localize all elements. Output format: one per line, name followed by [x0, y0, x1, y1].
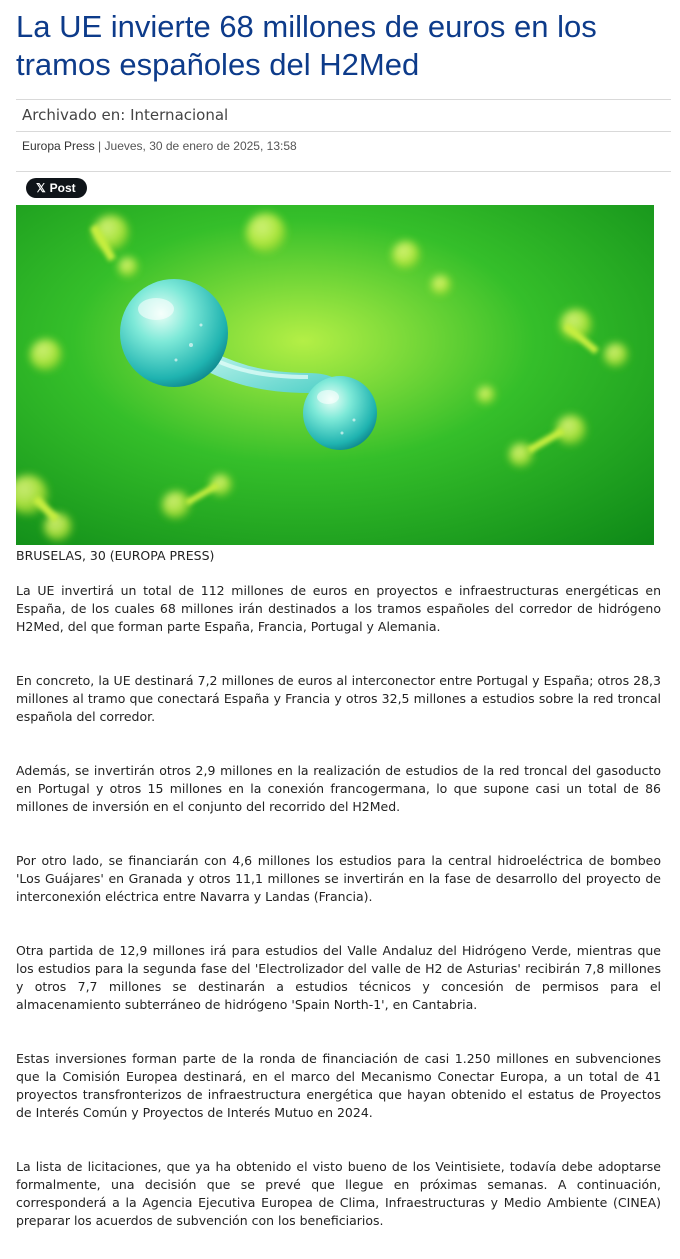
divider	[16, 131, 671, 132]
source-link[interactable]: Europa Press	[22, 139, 95, 153]
x-logo-icon: 𝕏	[36, 181, 46, 195]
byline-separator: |	[98, 139, 102, 153]
paragraph-text: En concreto, la UE destinará 7,2 millones de euros al interconector entre Portugal y España; otros 28,3 millones al tramo que conectará España y Francia y otros 32,5 millones a estudios sobre la red troncal española del corredor.	[16, 673, 661, 724]
x-post-button[interactable]	[26, 178, 87, 198]
article-paragraph	[16, 582, 661, 636]
divider	[16, 99, 671, 100]
publish-date: Jueves, 30 de enero de 2025, 13:58	[104, 139, 297, 153]
paragraph-text: La lista de licitaciones, que ya ha obtenido el visto bueno de los Veintisiete, todavía debe adoptarse formalmente, una decisión que se prevé que llegue en próximas semanas. A continuación, corresponderá a la Agencia Ejecutiva Europea de Clima, Infraestructuras y Medio Ambiente (CINEA) preparar los acuerdos de subvención con los beneficiarios.	[16, 1159, 661, 1228]
x-post-label: Post	[49, 181, 76, 195]
paragraph-text: Otra partida de 12,9 millones irá para estudios del Valle Andaluz del Hidrógeno Verde, mientras que los estudios para la segunda fase del 'Electrolizador del valle de H2 de Asturias' recibirán 7,8 millones y otros 7,7 millones se destinarán a estudios técnicos y concesión de permisos para el almacenamiento subterráneo de hidrógeno 'Spain North-1', en Cantabria.	[16, 943, 661, 1012]
paragraph-text: La UE invertirá un total de 112 millones de euros en proyectos e infraestructuras energéticas en España, de los cuales 68 millones irán destinados a los tramos españoles del corredor de hidrógeno H2Med, del que forman parte España, Francia, Portugal y Alemania.	[16, 583, 661, 634]
article-paragraph	[16, 1050, 661, 1122]
paragraph-text: Además, se invertirán otros 2,9 millones en la realización de estudios de la red troncal del gasoducto en Portugal y otros 15 millones en la conexión francogermana, lo que supone casi un total de 86 millones de inversión en el conjunto del recorrido del H2Med.	[16, 763, 661, 814]
article-paragraph	[16, 942, 661, 1014]
article-paragraph	[16, 1158, 661, 1230]
article-paragraph	[16, 762, 661, 816]
byline	[22, 139, 297, 153]
article-paragraph	[16, 852, 661, 906]
archive-label: Archivado en: Internacional	[22, 106, 229, 124]
hero-image	[16, 205, 654, 545]
paragraph-text: Estas inversiones forman parte de la ronda de financiación de casi 1.250 millones en subvenciones que la Comisión Europea destinará, en el marco del Mecanismo Conectar Europa, a un total de 41 proyectos transfronterizos de infraestructura energética que hayan obtenido el estatus de Proyectos de Interés Común y Proyectos de Interés Mutuo en 2024.	[16, 1051, 661, 1120]
dateline: BRUSELAS, 30 (EUROPA PRESS)	[16, 548, 215, 563]
paragraph-text: Por otro lado, se financiarán con 4,6 millones los estudios para la central hidroeléctrica de bombeo 'Los Guájares' en Granada y otros 11,1 millones se invertirán en la fase de desarrollo del proyecto de interconexión eléctrica entre Navarra y Landas (Francia).	[16, 853, 661, 904]
divider	[16, 171, 671, 172]
article-title: La UE invierte 68 millones de euros en los tramos españoles del H2Med	[16, 9, 597, 82]
article-paragraph	[16, 672, 661, 726]
